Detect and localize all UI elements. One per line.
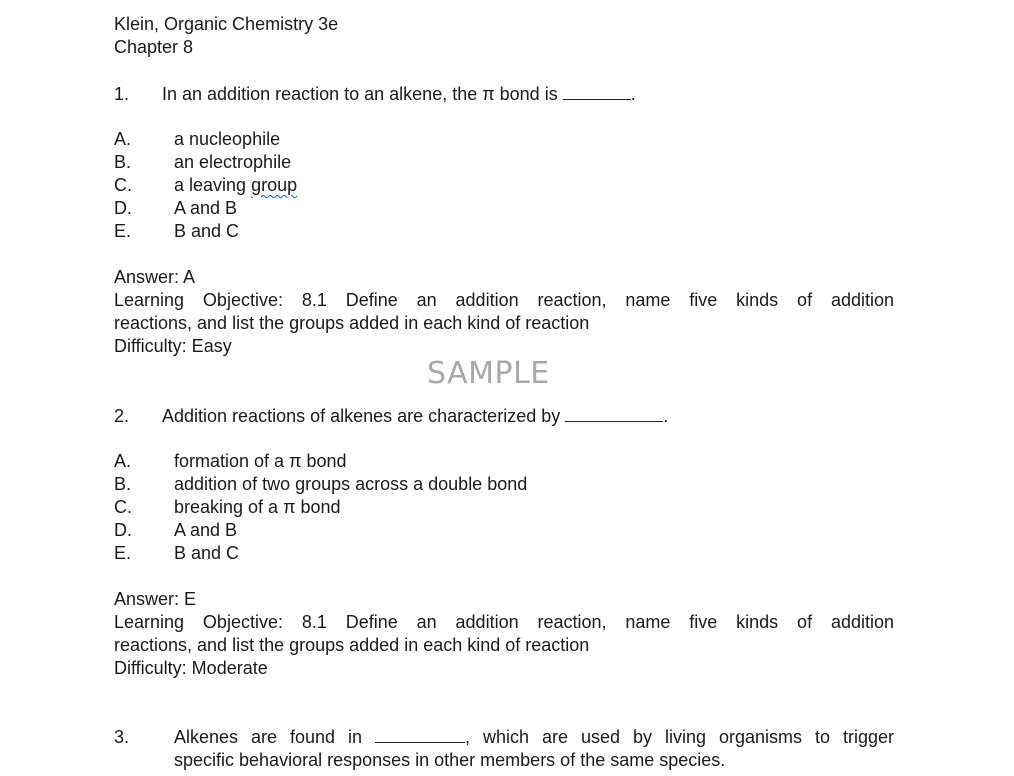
answer-line: Answer: A — [114, 267, 196, 287]
option-letter: C. — [114, 175, 132, 195]
option-text-pre: a leaving — [174, 175, 252, 195]
difficulty-line: Difficulty: Easy — [114, 336, 232, 356]
learning-objective-line2: reactions, and list the groups added in each kind of reaction — [114, 313, 590, 333]
answer-line: Answer: E — [114, 589, 197, 609]
sample-watermark: SAMPLE — [427, 356, 550, 391]
question-3-number: 3. — [114, 727, 130, 747]
option-letter: A. — [114, 129, 132, 149]
question-1-stem-text: In an addition reaction to an alkene, the π bond is — [162, 84, 558, 104]
option-text: an electrophile — [174, 152, 292, 172]
question-2-stem-text: Addition reactions of alkenes are characterized by — [162, 406, 561, 426]
option-letter: D. — [114, 198, 132, 218]
question-1-stem — [162, 83, 636, 106]
question-3-stem-line2: specific behavioral responses in other members of the same species. — [174, 750, 726, 770]
learning-objective-line2: reactions, and list the groups added in each kind of reaction — [114, 635, 590, 655]
option-letter: B. — [114, 474, 132, 494]
learning-objective-line1: Learning Objective: 8.1 Define an addition reaction, name five kinds of addition — [114, 290, 894, 310]
option-letter: E. — [114, 543, 132, 563]
chapter-title: Chapter 8 — [114, 37, 194, 57]
option-letter: C. — [114, 497, 132, 517]
option-letter: D. — [114, 520, 132, 540]
option-text: a nucleophile — [174, 129, 281, 149]
option-letter: B. — [114, 152, 132, 172]
learning-objective-line1: Learning Objective: 8.1 Define an addition reaction, name five kinds of addition — [114, 612, 894, 632]
answer-blank — [565, 405, 663, 422]
question-1-stem-end: . — [630, 84, 636, 104]
book-title: Klein, Organic Chemistry 3e — [114, 14, 339, 34]
question-2-stem-end: . — [663, 406, 669, 426]
option-text: A and B — [174, 520, 238, 540]
option-text: B and C — [174, 543, 240, 563]
option-text: breaking of a π bond — [174, 497, 341, 517]
question-2-number: 2. — [114, 406, 130, 426]
option-text: formation of a π bond — [174, 451, 347, 471]
option-letter: A. — [114, 451, 132, 471]
option-text: addition of two groups across a double bond — [174, 474, 528, 494]
option-text — [174, 174, 297, 197]
difficulty-line: Difficulty: Moderate — [114, 658, 268, 678]
question-3-stem-line1 — [174, 726, 894, 749]
question-3-stem-post: , which are used by living organisms to trigger — [465, 727, 895, 747]
spellcheck-marked-word: group — [251, 175, 298, 195]
option-letter: E. — [114, 221, 132, 241]
option-text: B and C — [174, 221, 240, 241]
question-2-stem — [162, 405, 668, 428]
option-text: A and B — [174, 198, 238, 218]
answer-blank — [375, 726, 465, 743]
question-3-stem-pre: Alkenes are found in — [174, 727, 363, 747]
question-1-number: 1. — [114, 84, 130, 104]
answer-blank — [563, 83, 631, 100]
